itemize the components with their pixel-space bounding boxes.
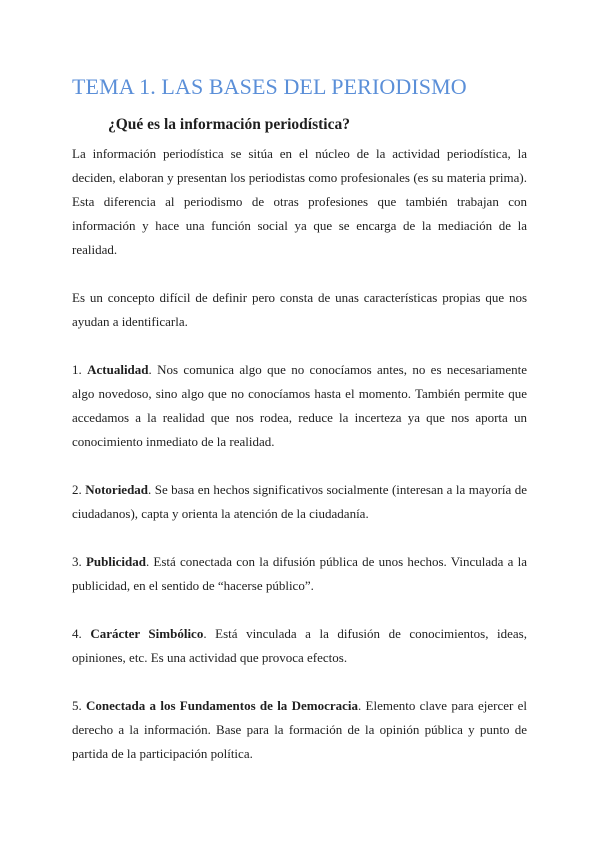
intro-paragraph: La información periodística se sitúa en el núcleo de la actividad periodística, la deciden, elaboran y presentan los periodistas como profesionales (es su materia prima). Esta diferencia al periodismo de otras profesiones que también trabajan con información y hace una función social ya que se encarga de la mediación de la realidad. — [72, 146, 527, 257]
item-term: Carácter Simbólico — [90, 626, 204, 641]
item-number: 1. — [72, 362, 88, 377]
item-number: 5. — [72, 698, 87, 713]
characteristic-item — [72, 550, 527, 598]
characteristic-item — [72, 358, 527, 454]
document-page — [72, 74, 527, 766]
concept-paragraph: Es un concepto difícil de definir pero consta de unas características propias que nos ayudan a identificarla. — [72, 290, 527, 329]
characteristic-item — [72, 694, 527, 766]
characteristic-item — [72, 478, 527, 526]
item-text: . Nos comunica algo que no conocíamos antes, no es necesariamente algo novedoso, sino algo que no conocíamos hasta el momento. También permite que accedamos a la realidad que nos rodea, reduce la incerteza ya que nos aporta un conocimiento inmediato de la realidad. — [72, 362, 527, 449]
item-number: 2. — [72, 482, 86, 497]
item-text: . Elemento clave para ejercer el derecho a la información. Base para la formación de la opinión pública y punto de partida de la participación política. — [72, 698, 528, 761]
item-term: Actualidad — [87, 362, 149, 377]
item-term: Conectada a los Fundamentos de la Democracia — [86, 698, 358, 713]
item-number: 4. — [72, 626, 91, 641]
characteristic-item — [72, 622, 527, 670]
item-number: 3. — [72, 554, 86, 569]
item-text: . Está vinculada a la difusión de conocimientos, ideas, opiniones, etc. Es una actividad que provoca efectos. — [72, 626, 527, 665]
document-title: TEMA 1. LAS BASES DEL PERIODISMO — [72, 74, 467, 99]
item-term: Notoriedad — [85, 482, 149, 497]
item-text: . Está conectada con la difusión pública de unos hechos. Vinculada a la publicidad, en el sentido de “hacerse público”. — [72, 554, 528, 593]
section-subtitle: ¿Qué es la información periodística? — [108, 116, 350, 133]
item-term: Publicidad — [85, 554, 146, 569]
item-text: . Se basa en hechos significativos socialmente (interesan a la mayoría de ciudadanos), capta y orienta la atención de la ciudadanía. — [72, 482, 528, 521]
